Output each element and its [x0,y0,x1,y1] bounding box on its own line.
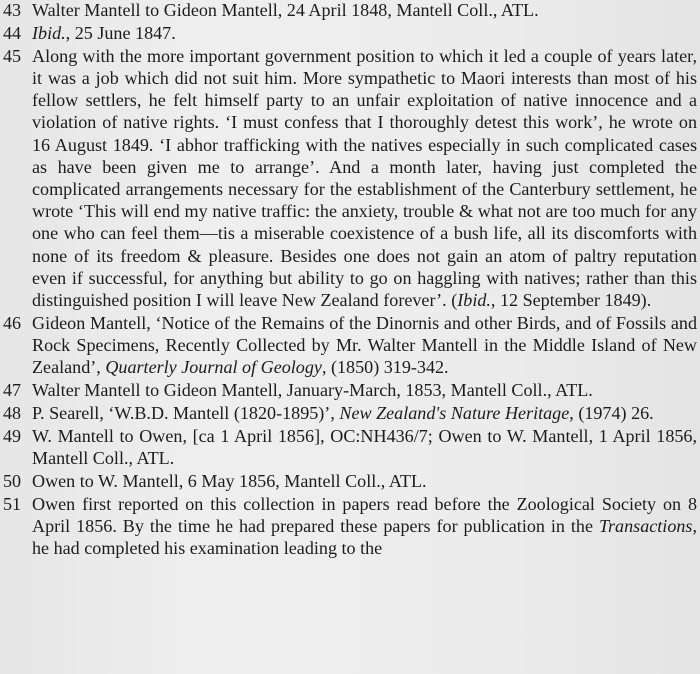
footnote [0,312,700,379]
footnote [0,45,700,311]
footnote [0,402,700,424]
footnote-text: Owen first reported on this collection in papers read before the Zoological Society on 8 April 1856. By the time he had prepared these papers for publication in the Transactions, he had completed his examination leading to the [32,493,697,559]
footnote-text: Walter Mantell to Gideon Mantell, 24 April 1848, Mantell Coll., ATL. [32,0,539,20]
footnote-number: 45 [3,45,22,66]
footnote [0,493,700,560]
footnote [0,470,700,492]
footnote-text: Ibid., 25 June 1847. [32,22,176,43]
footnote-text: Along with the more important government position to which it led a couple of years later, it was a job which did not suit him. More sympathetic to Maori interests than most of his fellow settlers, he felt himself party to an unfair exploitation of native innocence and a violation of native rights. ‘I must confess that I thoroughly detest this work’, he wrote on 16 August 1849. ‘I abhor trafficking with the natives especially in such complicated cases as have been given me to arrange’. And a month later, having just completed the complicated arrangements necessary for the establishment of the Canterbury settlement, he wrote ‘This will end my native traffic: the anxiety, trouble & what not are too much for any one who can feel them—tis a miserable coexistence of a bush life, all its discomforts with none of its freedom & pleasure. Besides one does not gain an atom of paltry reputation even if successful, for anything but ability to go on haggling with natives; rather than this distinguished position I will leave New Zealand forever’. (Ibid., 12 September 1849). [32,45,697,311]
footnote-text: Walter Mantell to Gideon Mantell, January-March, 1853, Mantell Coll., ATL. [32,380,593,401]
footnote [0,0,700,21]
footnote-text: Gideon Mantell, ‘Notice of the Remains of the Dinornis and other Birds, and of Fossils and Rock Specimens, Recently Collected by Mr. Walter Mantell in the Middle Island of New Zealand’, Quarterly Journal of Geology, (1850) 319-342. [32,312,697,378]
footnote [0,379,700,401]
footnote-number: 49 [3,425,22,446]
footnote [0,22,700,44]
footnote-number: 46 [3,312,22,333]
footnote-number: 44 [3,22,22,43]
footnote [0,425,700,469]
footnote-number: 48 [3,403,22,424]
footnote-number: 51 [3,493,22,514]
footnote-text: W. Mantell to Owen, [ca 1 April 1856], OC:NH436/7; Owen to W. Mantell, 1 April 1856, Mantell Coll., ATL. [32,425,697,469]
footnote-number: 47 [3,380,22,401]
footnote-text: P. Searell, ‘W.B.D. Mantell (1820-1895)’, New Zealand's Nature Heritage, (1974) 26. [32,403,654,424]
footnote-text: Owen to W. Mantell, 6 May 1856, Mantell Coll., ATL. [32,471,427,492]
footnote-number: 50 [3,471,22,492]
footnote-number: 43 [3,0,22,20]
